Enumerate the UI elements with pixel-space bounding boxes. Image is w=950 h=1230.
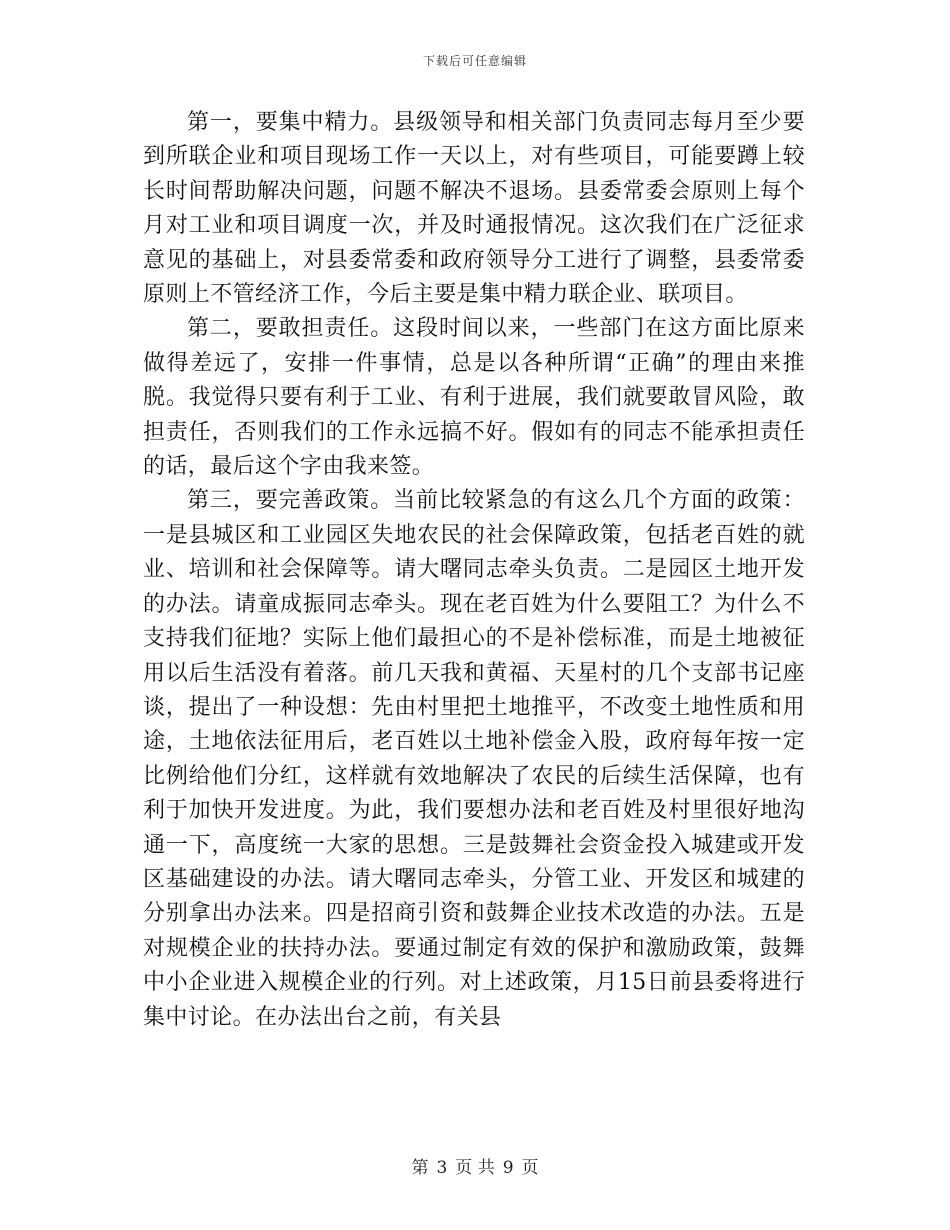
footer-middle: 页 共 xyxy=(455,1158,495,1178)
page-header: 下载后可任意编辑 xyxy=(422,54,527,68)
paragraph-responsibility: 第二，要敢担责任。这段时间以来，一些部门在这方面比原来做得差远了，安排一件事情，总是以各种所谓“正确”的理由来推脱。我觉得只要有利于工业、有利于进展，我们就要敢冒风险，敢担责任，否则我们的工作永远搞不好。假如有的同志不能承担责任的话，最后这个字由我来签。 xyxy=(143,316,805,480)
document-body xyxy=(143,106,805,1035)
current-page-number: 3 xyxy=(436,1158,448,1178)
footer-prefix: 第 xyxy=(411,1158,429,1178)
paragraph-policy: 第三，要完善政策。当前比较紧急的有这么几个方面的政策：一是县城区和工业园区失地农民的社会保障政策，包括老百姓的就业、培训和社会保障等。请大曙同志牵头负责。二是园区土地开发的办法。请童成振同志牵头。现在老百姓为什么要阻工？为什么不支持我们征地？实际上他们最担心的不是补偿标准，而是土地被征用以后生活没有着落。前几天我和黄福、天星村的几个支部书记座谈，提出了一种设想：先由村里把土地推平，不改变土地性质和用途，土地依法征用后，老百姓以土地补偿金入股，政府每年按一定比例给他们分红，这样就有效地解决了农民的后续生活保障，也有利于加快开发进度。为此，我们要想办法和老百姓及村里很好地沟通一下，高度统一大家的思想。三是鼓舞社会资金投入城建或开发区基础建设的办法。请大曙同志牵头，分管工业、开发区和城建的分别拿出办法来。四是招商引资和鼓舞企业技术改造的办法。五是对规模企业的扶持办法。要通过制定有效的保护和激励政策，鼓舞中小企业进入规模企业的行列。对上述政策，月15日前县委将进行集中讨论。在办法出台之前，有关县 xyxy=(143,488,805,1030)
footer-suffix: 页 xyxy=(521,1158,539,1178)
page-footer xyxy=(0,1153,950,1178)
paragraph-focus: 第一，要集中精力。县级领导和相关部门负责同志每月至少要到所联企业和项目现场工作一天以上，对有些项目，可能要蹲上较长时间帮助解决问题，问题不解决不退场。县委常委会原则上每个月对工业和项目调度一次，并及时通报情况。这次我们在广泛征求意见的基础上，对县委常委和政府领导分工进行了调整，县委常委原则上不管经济工作，今后主要是集中精力联企业、联项目。 xyxy=(143,110,805,308)
total-pages-number: 9 xyxy=(502,1158,514,1178)
